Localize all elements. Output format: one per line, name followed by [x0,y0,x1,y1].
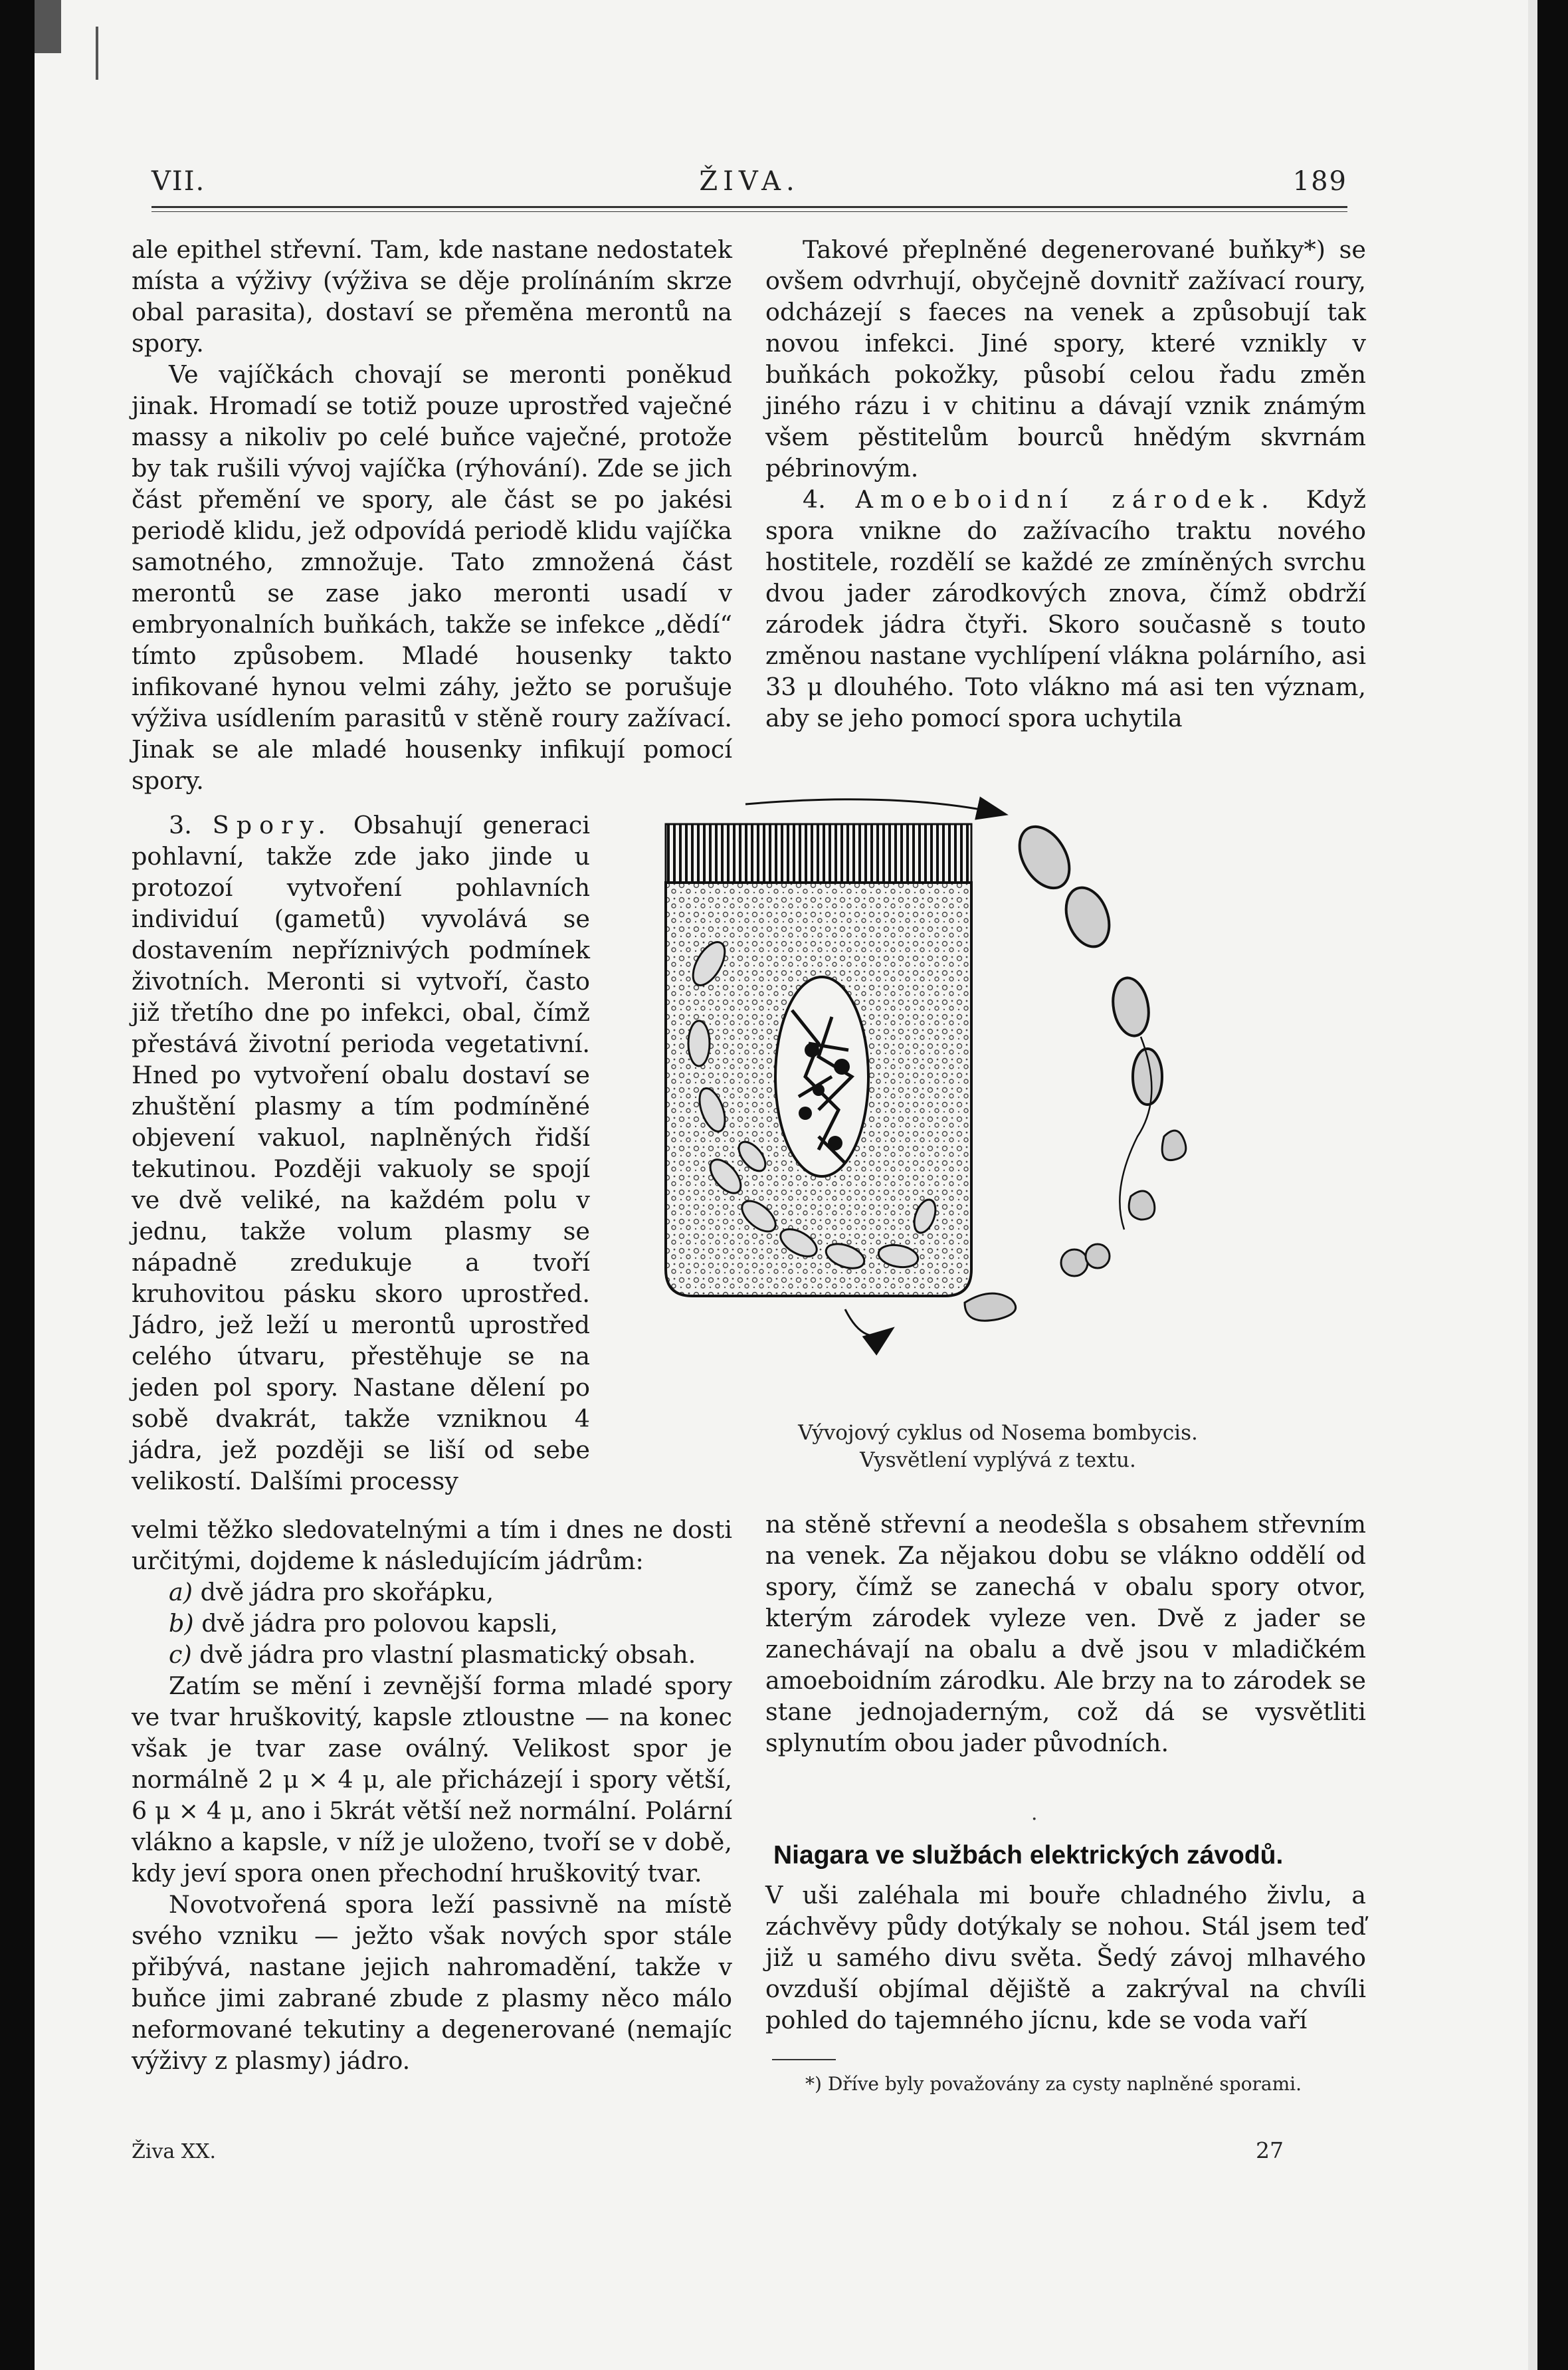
header-rule-thin [151,211,1347,212]
list-item: b) dvě jádra pro polovou kapsli, [169,1609,558,1638]
footnote: *) Dříve byly považovány za cysty naplněné sporami. [805,2073,1302,2095]
left-column-top [132,234,732,796]
paragraph: ale epithel střevní. Tam, kde nastane nedostatek místa a výživy (výživa se děje prolínáním skrze obal parasita), dostaví se přeměna merontů na spory. [132,235,732,358]
header-rule [151,206,1347,208]
list-item: a) dvě jádra pro skořápku, [169,1578,494,1606]
page-number: 189 [1292,166,1347,197]
paragraph: velmi těžko sledovatelnými a tím i dnes ne dosti určitými, dojdeme k následujícím jádrům: [132,1515,732,1575]
footnote-rule [772,2059,836,2060]
section-amoeboid [765,484,1366,734]
free-spores [1009,818,1162,1105]
section-text: Když spora vnikne do zažívacího traktu nového hostitele, rozdělí se každé ze zmíněných svrchu dvou jader zárodkových znova, čímž obdrží zárodek jádra čtyři. Skoro současně s touto změnou nastane vychlípení vlákna polárního, asi 33 μ dlouhého. Toto vlákno má asi ten význam, aby se jeho pomocí spora uchytila [765,485,1366,732]
article-body [765,1880,1366,2036]
list-marker: a) [169,1578,193,1606]
section-text: Obsahují generaci pohlavní, takže zde jako jinde u protozoí vytvoření pohlavních individuí (gametů) vyvolává se dostavením nepříznivých podmínek životních. Meronti si vytvoří, často již třetího dne po infekci, obal, čímž přestává životní perioda vegetativní. Hned po vytvoření obalu dostaví se zhuštění plasmy a tím podmíněné objevení vakuol, naplněných řidší tekutinou. Později vakuoly se spojí ve dvě veliké, na každém polu v jednu, takže volum plasmy se nápadně zredukuje a tvoří kruhovitou pásku skoro uprostřed. Jádro, jež leží u merontů uprostřed celého útvaru, přestěhuje se na jeden pol spory. Nastane dělení po sobě dvakrát, takže vzniknou 4 jádra, jež později se liší od sebe velikostí. Dalšími processy [132,811,590,1495]
cycle-arrow [745,800,1005,814]
journal-title: ŽIVA. [699,166,800,197]
sheet-number: 27 [1256,2137,1284,2163]
left-column-bottom [132,1514,732,2076]
figure-caption [633,1420,1363,1474]
section-spory [132,809,590,1497]
caption-line: Vysvětlení vyplývá z textu. [860,1448,1136,1472]
section-heading: Amoeboidní zárodek. [855,485,1276,514]
cycle-arrow [845,1309,892,1336]
section-number: 4. [803,485,826,514]
section-separator: · [1031,1808,1038,1831]
running-header [151,166,1347,206]
paragraph: Novotvořená spora leží passivně na místě svého vzniku — ježto však nových spor stále přibývá, nastane jejich nahromadění, takže v buňce jimi zabrané zbude z plasmy něco málo neformované tekutiny a degenerované (nemajíc výživy z plasmy) jádro. [132,1890,732,2075]
journal-page [35,0,1537,2370]
list-item: c) dvě jádra pro vlastní plasmatický obsah. [169,1640,696,1669]
right-column-top [765,234,1366,734]
scan-corner-mark [35,0,61,53]
list-marker: c) [169,1640,192,1669]
paragraph: na stěně střevní a neodešla s obsahem střevním na venek. Za nějakou dobu se vlákno oddělí od spory, čímž se zanechá v obalu spory otvor, kterým zárodek vyleze ven. Dvě z jader se zanechávají na obalu a dvě jsou v mladičkém amoeboidním zárodku. Ale brzy na to zárodek se stane jednojaderným, což dá se vysvětliti splynutím obou jader původních. [765,1510,1366,1757]
section-number: 3. [169,811,192,839]
article-title: Niagara ve službách elektrických závodů. [773,1841,1284,1870]
paragraph: Zatím se mění i zevnější forma mladé spory ve tvar hruškovitý, kapsle ztloustne — na konec však je tvar zase oválný. Velikost spor je normálně 2 μ × 4 μ, ale přicházejí i spory větší, 6 μ × 4 μ, ano i 5krát větší než normální. Polární vlákno a kapsle, v níž je uloženo, tvoří se v době, kdy jeví spora onen přechodní hruškovitý tvar. [132,1671,732,1887]
caption-line: Vývojový cyklus od Nosema bombycis. [798,1421,1198,1445]
scan-binding-mark [96,27,98,80]
paragraph: Takové přeplněné degenerované buňky*) se ovšem odvrhují, obyčejně dovnitř zažívací roury, odcházejí s faeces na venek a způsobují tak novou infekci. Jiné spory, které vznikly v buňkách pokožky, působí celou řadu změn jiného rázu i v chitinu a dávají vznik známým všem pěstitelům bourců hnědým skvrnám pébrinovým. [765,235,1366,483]
cell-nucleus [775,977,868,1176]
left-column-narrow [132,809,590,1497]
paragraph: V uši zaléhala mi bouře chladného živlu, a záchvěvy půdy dotýkaly se nohou. Stál jsem teď již u samého divu světa. Šedý závoj mlhavého ovzduší objímal dějiště a zakrýval na chvíli pohled do tajemného jícnu, kde se voda vaří [765,1881,1366,2034]
list-marker: b) [169,1609,194,1638]
amoeboid-germs [965,1131,1186,1321]
sheet-signature: Živa XX. [132,2140,217,2163]
volume-number: VII. [151,166,206,197]
right-column-bottom [765,1509,1366,1759]
section-heading: Spory. [212,811,333,839]
paragraph: Ve vajíčkách chovají se meronti poněkud jinak. Hromadí se totiž pouze uprostřed vaječné massy a nikoliv po celé buňce vaječné, protože by tak rušili vývoj vajíčka (rýhování). Zde se jich část přemění ve spory, ale část se po jakési periodě klidu, jež odpovídá periodě klidu vajíčka samotného, zmnožuje. Tato zmnožená část merontů se zase jako meronti usadí v embryonalních buňkách, takže se infekce „dědí“ tímto způsobem. Mladé housenky takto infikované hynou velmi záhy, ježto se porušuje výživa usídlením parasitů v stěně roury zažívací. Jinak se ale mladé housenky infikují pomocí spory. [132,360,732,795]
page-edge [1528,0,1537,2370]
nosema-life-cycle-figure [619,764,1390,1389]
